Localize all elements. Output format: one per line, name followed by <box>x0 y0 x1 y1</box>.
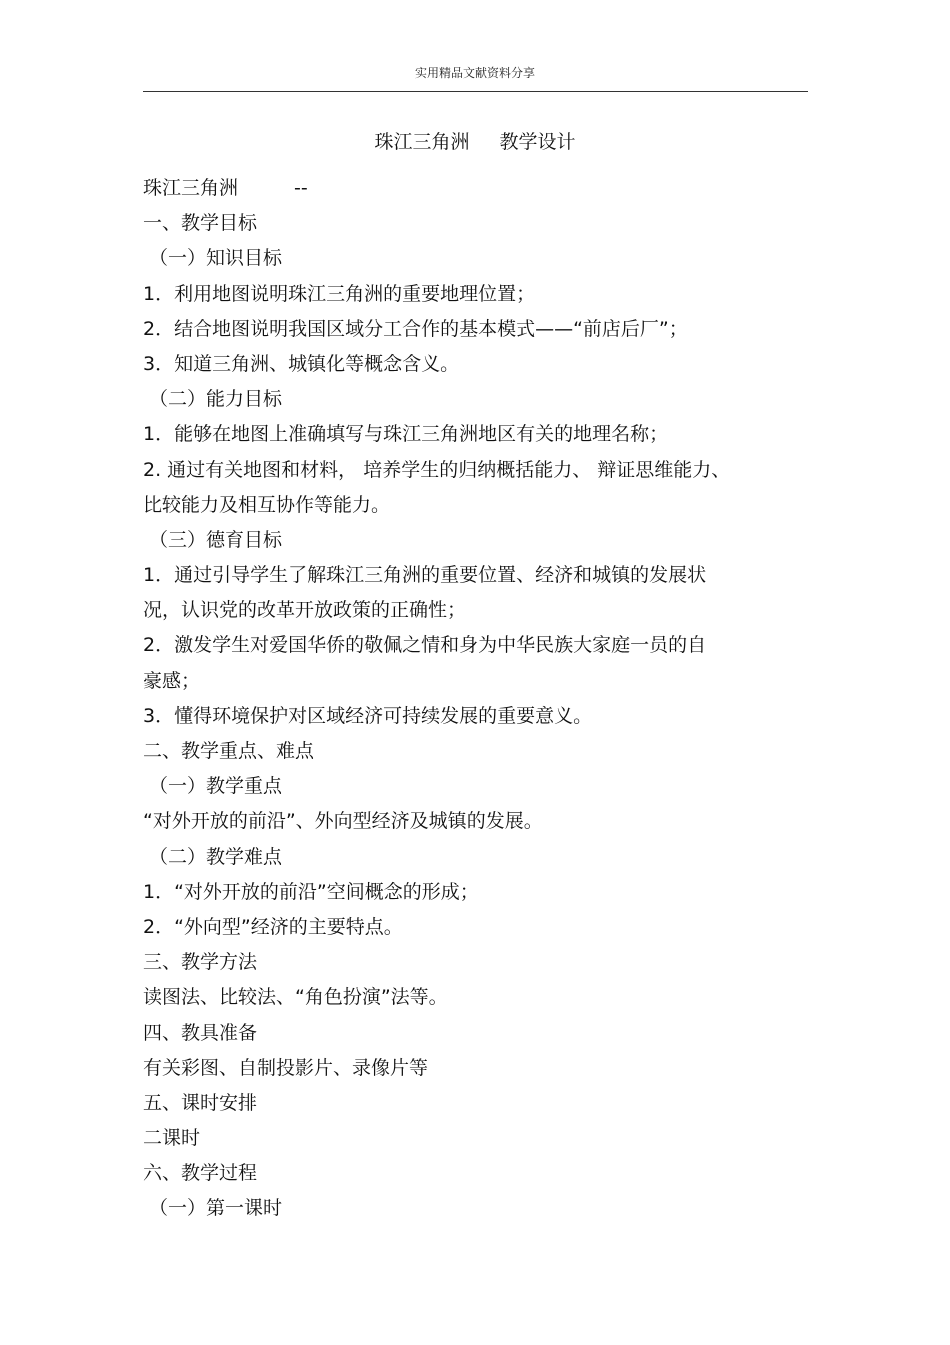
document-title <box>0 127 950 154</box>
list-item: 1．能够在地图上准确填写与珠江三角洲地区有关的地理名称； <box>143 423 669 446</box>
list-item-continuation: 比较能力及相互协作等能力。 <box>143 493 391 516</box>
subtitle-dash: -- <box>294 177 308 199</box>
subsection-heading: （一）知识目标 <box>149 247 283 270</box>
document-body <box>143 171 808 1227</box>
list-item: 1．利用地图说明珠江三角洲的重要地理位置； <box>143 282 536 305</box>
section-heading: 三、教学方法 <box>143 951 258 974</box>
list-item-continuation: 况，认识党的改革开放政策的正确性； <box>143 599 467 622</box>
list-item: 2．“外向型”经济的主要特点。 <box>143 915 403 938</box>
subsection-heading: （二）教学难点 <box>149 845 283 868</box>
title-part-2: 教学设计 <box>499 131 576 153</box>
subtitle-name: 珠江三角洲 <box>143 177 239 199</box>
list-item: 3．懂得环境保护对区域经济可持续发展的重要意义。 <box>143 704 593 727</box>
section-heading: 六、教学过程 <box>143 1162 258 1185</box>
header-divider <box>143 91 808 92</box>
subsection-heading: （一）第一课时 <box>149 1197 283 1220</box>
title-part-1: 珠江三角洲 <box>374 131 470 153</box>
section-heading: 五、课时安排 <box>143 1091 258 1114</box>
section-heading: 一、教学目标 <box>143 212 258 235</box>
paragraph: 二课时 <box>143 1127 201 1150</box>
subtitle-line <box>143 171 808 206</box>
paragraph: 读图法、比较法、“角色扮演”法等。 <box>143 986 448 1009</box>
list-item-continuation: 豪感； <box>143 669 201 692</box>
subsection-heading: （一）教学重点 <box>149 775 283 798</box>
list-item: 3．知道三角洲、城镇化等概念含义。 <box>143 352 460 375</box>
list-item: 2. 通过有关地图和材料， 培养学生的归纳概括能力、 辩证思维能力、 <box>143 458 731 481</box>
list-item: 2．激发学生对爱国华侨的敬佩之情和身为中华民族大家庭一员的自 <box>143 634 707 657</box>
list-item: 1．“对外开放的前沿”空间概念的形成； <box>143 880 479 903</box>
list-item: 2．结合地图说明我国区域分工合作的基本模式——“前店后厂”； <box>143 317 688 340</box>
list-item: 1．通过引导学生了解珠江三角洲的重要位置、经济和城镇的发展状 <box>143 564 707 587</box>
paragraph: “对外开放的前沿”、外向型经济及城镇的发展。 <box>143 810 543 833</box>
page-header: 实用精品文献资料分享 <box>414 66 535 80</box>
section-heading: 二、教学重点、难点 <box>143 740 315 762</box>
section-heading: 四、教具准备 <box>143 1021 258 1044</box>
subsection-heading: （二）能力目标 <box>149 388 283 411</box>
subsection-heading: （三）德育目标 <box>149 528 283 551</box>
paragraph: 有关彩图、自制投影片、录像片等 <box>143 1056 429 1079</box>
